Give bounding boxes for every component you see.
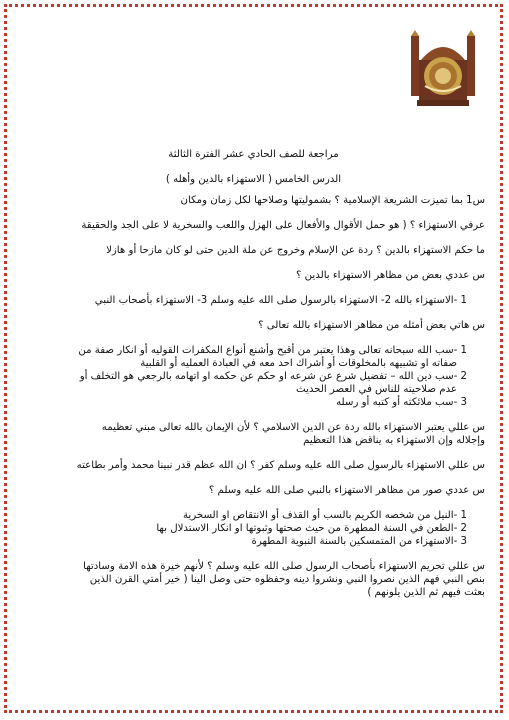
question-4: س عددي بعض من مظاهر الاستهزاء بالدين ؟ (296, 270, 485, 281)
mosque-emblem-icon (407, 30, 479, 108)
list-item: 1 -النيل من شخصه الكريم بالسب أو القذف أو الانتقاص او السخرية (182, 510, 467, 521)
question-2: عرفي الاستهزاء ؟ ( هو حمل الأقوال والأفعال على الهزل واللعب والسخرية لا على الجد والحقيقة (81, 220, 485, 231)
question-8: س عددي صور من مظاهر الاستهزاء بالنبي صلى الله عليه وسلم ؟ (208, 485, 485, 496)
question-5-list (22, 344, 485, 409)
list-item: 2 -الطعن في السنة المطهرة من حيث صحتها وثبوتها او انكار الاستدلال بها (156, 523, 467, 534)
question-4-answer: 1 -الاستهزاء بالله 2- الاستهزاء بالرسول صلى الله عليه وسلم 3- الاستهزاء بأصحاب النبي (94, 295, 467, 306)
list-item-continuation: عدم صلاحيته للناس في العصر الحديث (295, 384, 457, 395)
question-7: س عللي الاستهزاء بالرسول صلى الله عليه وسلم كفر ؟ ان الله عظم قدر نبينا محمد وأمر بطاعته (76, 460, 485, 471)
question-1: س1 بما تميزت الشريعة الإسلامية ؟ بشموليتها وصلاحها لكل زمان ومكان (180, 195, 485, 206)
list-item: 1 -سب الله سبحانه تعالى وهذا يعتبر من أقبح وأشنع أنواع المكفرات القوليه أو انكار صفة من (78, 345, 467, 356)
question-6-line-1: س عللي يعتبر الاستهزاء بالله ردة عن الدين الاسلامي ؟ لأن الإيمان بالله تعالى مبني تعظيمه (101, 422, 485, 433)
question-6-line-2: وإجلاله وإن الاستهزاء به يناقض هذا التعظيم (303, 435, 485, 446)
question-9-line-2: بنص النبي فهم الذين نصروا النبي ونشروا دينه وحفظوه حتى وصل الينا ( خير أمتي القرن الذين (89, 574, 485, 585)
review-sheet (22, 148, 485, 599)
question-3: ما حكم الاستهزاء بالدين ؟ ردة عن الإسلام وخروج عن ملة الدين حتى لو كان مازحا أو هازلا (106, 245, 485, 256)
lesson-title: الدرس الخامس ( الاستهزاء بالدين وأهله ) (165, 174, 342, 185)
list-item: 3 -الاستهزاء من المتمسكين بالسنة النبوية المطهرة (251, 536, 467, 547)
list-item: 2 -سب دين الله – تفضيل شرع عن شرعه او حكم عن حكمه او اتهامه بالرجعي هو التخلف أو (79, 371, 467, 382)
question-5: س هاتي بعض أمثله من مظاهر الاستهزاء بالله تعالى ؟ (258, 320, 485, 331)
question-9-line-3: بعثت فيهم ثم الذين يلونهم ) (367, 587, 485, 598)
question-8-list (22, 509, 485, 548)
list-item-continuation: صفاته او تشبيهه بالمخلوقات أو أشراك احد معه في العبادة العمليه أو القلبية (140, 358, 457, 369)
list-item: 3 -سب ملائكته أو كتبه أو رسله (336, 397, 467, 408)
question-9-line-1: س عللي تحريم الاستهزاء بأصحاب الرسول صلى الله عليه وسلم ؟ لأنهم خيرة هذه الامة وسادتها (83, 561, 485, 572)
page-title: مراجعة للصف الحادي عشر الفترة الثالثة (168, 149, 339, 160)
